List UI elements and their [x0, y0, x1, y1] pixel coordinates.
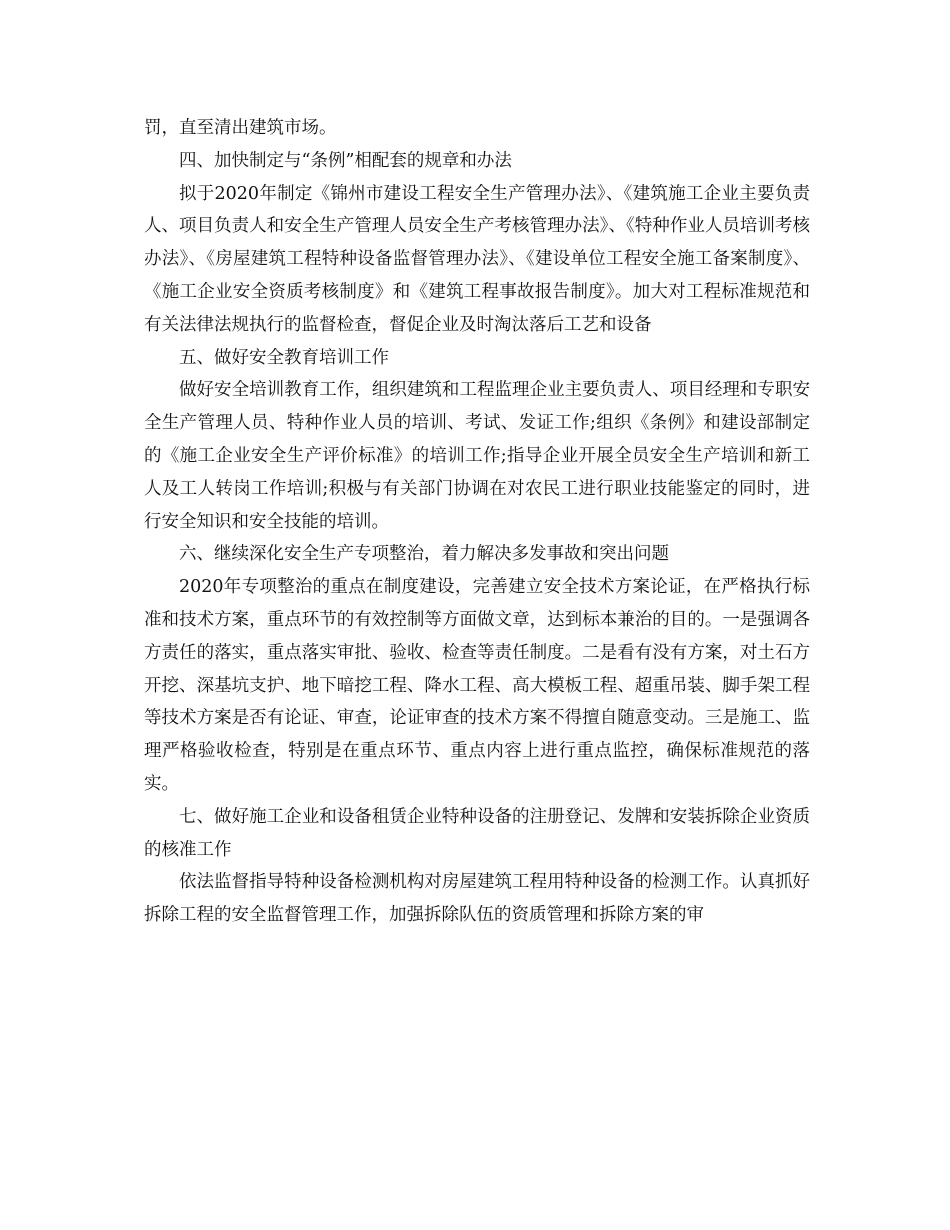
- paragraph-equipment-inspection: 依法监督指导特种设备检测机构对房屋建筑工程用特种设备的检测工作。认真抓好拆除工程的安全监督管理工作，加强拆除队伍的资质管理和拆除方案的审: [144, 872, 810, 926]
- document-page: [144, 112, 810, 932]
- paragraph-regulations: 拟于2020年制定《锦州市建设工程安全生产管理办法》、《建筑施工企业主要负责人、项目负责人和安全生产管理人员安全生产考核管理办法》、《特种作业人员培训考核办法》、《房屋建筑工程特种设备监督管理办法》、《建设单位工程安全施工备案制度》、《施工企业安全资质考核制度》和《建筑工程事故报告制度》。加大对工程标准规范和有关法律法规执行的监督检查，督促企业及时淘汰落后工艺和设备: [144, 183, 810, 335]
- section-heading-5: 五、做好安全教育培训工作: [179, 347, 389, 368]
- section-heading-6: 六、继续深化安全生产专项整治，着力解决多发事故和突出问题: [179, 544, 669, 565]
- paragraph-training: 做好安全培训教育工作，组织建筑和工程监理企业主要负责人、项目经理和专职安全生产管理人员、特种作业人员的培训、考试、发证工作;组织《条例》和建设部制定的《施工企业安全生产评价标准》的培训工作;指导企业开展全员安全生产培训和新工人及工人转岗工作培训;积极与有关部门协调在对农民工进行职业技能鉴定的同时，进行安全知识和安全技能的培训。: [144, 380, 810, 532]
- section-heading-7: 七、做好施工企业和设备租赁企业特种设备的注册登记、发牌和安装拆除企业资质的核准工作: [144, 806, 810, 860]
- section-heading-4: 四、加快制定与“条例”相配套的规章和办法: [179, 150, 512, 171]
- paragraph-continuation: 罚，直至清出建筑市场。: [144, 118, 337, 138]
- paragraph-special-rectification: 2020年专项整治的重点在制度建设，完善建立安全技术方案论证，在严格执行标准和技术方案，重点环节的有效控制等方面做文章，达到标本兼治的目的。一是强调各方责任的落实，重点落实审批、验收、检查等责任制度。二是看有没有方案，对土石方开挖、深基坑支护、地下暗挖工程、降水工程、高大模板工程、超重吊装、脚手架工程等技术方案是否有论证、审查，论证审查的技术方案不得擅自随意变动。三是施工、监理严格验收检查，特别是在重点环节、重点内容上进行重点监控，确保标准规范的落实。: [144, 577, 810, 794]
